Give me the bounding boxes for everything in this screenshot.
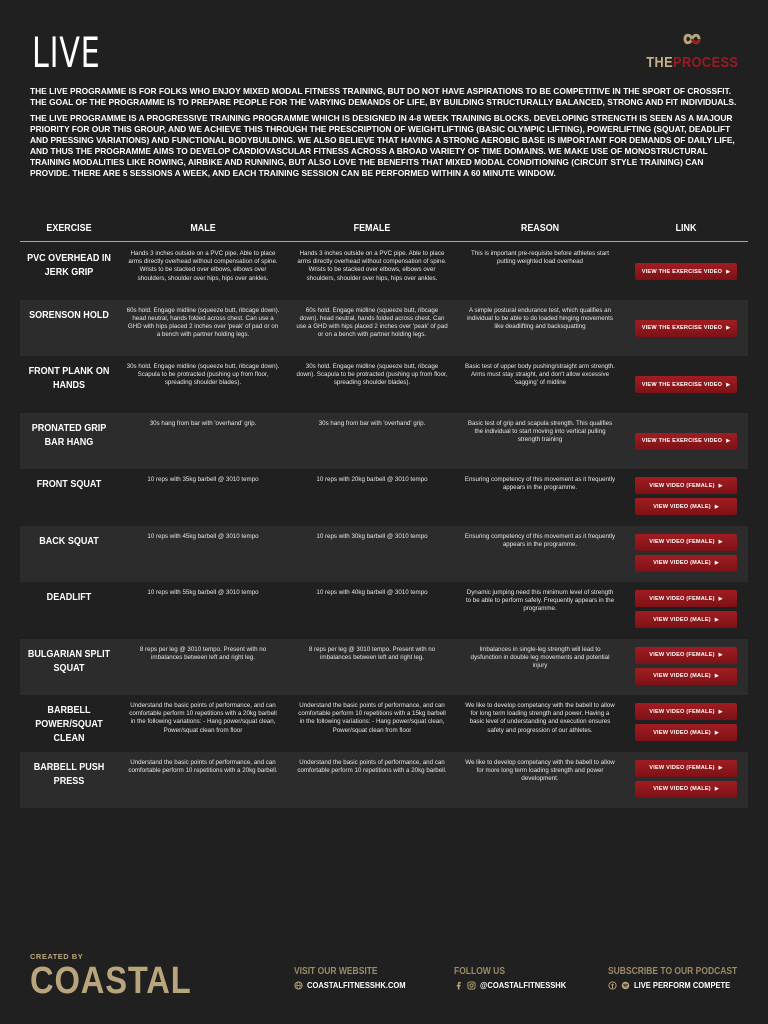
video-link-button[interactable] xyxy=(635,611,737,628)
video-link-button[interactable] xyxy=(635,263,737,280)
intro-paragraph: THE LIVE PROGRAMME IS A PROGRESSIVE TRAINING PROGRAMME WHICH IS DESIGNED IN 4-8 WEEK TRAINING BLOCKS. DEVELOPING STRENGTH IS SEEN AS A MAJOUR PRIORITY FOR OUR THIS GROUP, AND WE ACHIEVE THIS THROUGH THE PRESCRIPTION OF WEIGHTLIFTING (BASIC OLYMPIC LIFTING), POWERLIFTING (SQUAT, DEADLIFT AND PRESSING VARIATIONS) AND FUNCTIONAL BODYBUILDING. WE ALSO BELIEVE THAT HAVING A STRONG AEROBIC BASE IS IMPORTANT FOR DEMANDS OF DAILY LIFE, AND THUS THE PROGRAMME AIMS TO DEVELOP CARDIOVASCULAR FITNESS ACROSS A BROAD VARIETY OF TIME DOMAINS. WE MAKE USE OF MONOSTRUCTURAL TRAINING MODALITIES LIKE ROWING, AIRBIKE AND RUNNING, BUT ALSO LOVE THE BENEFITS THAT MIXED MODAL CONDITIONING (CIRCUIT STYLE TRAINING) CAN PROVIDE. THERE ARE 5 SESSIONS A WEEK, AND EACH TRAINING SESSION CAN BE PERFORMED WITHIN A 60 MINUTE WINDOW. xyxy=(30,113,735,178)
brand-wordmark: THEPROCESS xyxy=(645,54,738,71)
reason-text: Basic test of upper body pushing/straight arm strength. Arms must stay straight, and don't allow excessive 'sagging' of midline xyxy=(465,363,615,387)
female-standard: 10 reps with 20kg barbell @ 3010 tempo xyxy=(316,476,428,483)
intro-paragraph: THE LIVE PROGRAMME IS FOR FOLKS WHO ENJOY MIXED MODAL FITNESS TRAINING, BUT DO NOT HAVE ASPIRATIONS TO BE COMPETITIVE IN THE SPORT OF CROSSFIT. THE GOAL OF THE PROGRAMME IS TO PREPARE PEOPLE FOR THE VARYING DEMANDS OF LIFE, BY BUILDING STRUCTURALLY BALANCED, STRONG AND FIT INDIVIDUALS. xyxy=(30,86,737,107)
apple-podcasts-icon[interactable] xyxy=(608,981,617,990)
female-standard: Hands 3 inches outside on a PVC pipe. Able to place arms directly overhead without compensation of spine. Wrists to be stacked over elbows, elbows over shoulders, shoulder over hips, hips over ankles. xyxy=(297,250,447,282)
reason-text: Dynamic jumping need this minimum level of strength to be able to perform safely. Frequently appears in the programme. xyxy=(465,589,615,613)
video-link-label: VIEW VIDEO (MALE) xyxy=(653,673,711,679)
exercise-name: FRONT PLANK ON HANDS xyxy=(28,365,110,391)
coastal-logo: COASTAL xyxy=(30,960,192,1002)
link-cell xyxy=(624,475,748,526)
play-arrow-icon: ▶ xyxy=(726,438,731,444)
table-row xyxy=(20,243,748,300)
video-link-label: VIEW VIDEO (MALE) xyxy=(653,616,711,623)
link-cell xyxy=(624,419,748,470)
video-link-button[interactable] xyxy=(635,498,737,515)
video-link-button[interactable] xyxy=(635,724,737,741)
podcast-label: SUBSCRIBE TO OUR PODCAST xyxy=(608,966,738,977)
female-standard: Understand the basic points of performance, and can comfortable perform 10 repetitions with a 20kg barbell. xyxy=(297,758,447,774)
male-standard: 8 reps per leg @ 3010 tempo. Present with no imbalances between left and right leg. xyxy=(139,645,267,661)
video-link-button[interactable] xyxy=(635,760,737,777)
play-arrow-icon: ▶ xyxy=(714,503,719,510)
exercise-name: BULGARIAN SPLIT SQUAT xyxy=(27,647,111,674)
link-cell xyxy=(624,362,748,413)
exercise-cell xyxy=(20,588,118,639)
play-arrow-icon: ▶ xyxy=(718,482,723,489)
male-standard: 30s hold. Engage midline (squeeze butt, ribcage down). Scapula to be protracted (pushing up from floor, spreading shoulder blades). xyxy=(126,363,280,387)
exercise-cell xyxy=(20,249,118,300)
reason-text: We like to develop competancy with the babell to allow for long term loading strength and power. Having a basic level of understanding and execution ensures safety and progression of our athletes. xyxy=(465,702,615,734)
male-standard: Understand the basic points of performance, and can comfortable perform 10 repetitions with a 20kg barbell. xyxy=(128,758,278,774)
follow-handle-link[interactable]: @COASTALFITNESSHK xyxy=(480,980,567,990)
reason-text: Ensuring competency of this movement as it frequently appears in the programme. xyxy=(464,532,616,548)
table-row xyxy=(20,582,748,639)
reason-text: Imbalances in single-leg strength will lead to dysfunction in double leg movements and potential injury xyxy=(470,645,610,669)
podcast-block xyxy=(608,966,760,990)
table-row xyxy=(20,413,748,470)
video-link-label: VIEW VIDEO (FEMALE) xyxy=(649,539,715,545)
exercise-name: BACK SQUAT xyxy=(39,534,99,547)
male-standard: 10 reps with 55kg barbell @ 3010 tempo xyxy=(147,589,259,596)
video-link-label: VIEW VIDEO (MALE) xyxy=(653,729,711,736)
video-link-button[interactable] xyxy=(635,647,737,664)
link-cell xyxy=(624,701,748,752)
video-link-button[interactable] xyxy=(635,781,737,798)
video-link-button[interactable] xyxy=(635,320,737,337)
table-row xyxy=(20,526,748,583)
play-arrow-icon: ▶ xyxy=(718,765,723,771)
exercise-cell xyxy=(20,475,118,526)
play-arrow-icon: ▶ xyxy=(726,268,731,275)
video-link-label: VIEW THE EXERCISE VIDEO xyxy=(641,268,723,275)
female-standard: Understand the basic points of performance, and can comfortable perform 10 repetitions with a 15kg barbell in the following variations: - Hang power/squat clean, Power/squat clean from floor xyxy=(298,702,446,734)
exercise-cell xyxy=(20,306,118,357)
website-link[interactable]: COASTALFITNESSHK.COM xyxy=(307,980,406,990)
video-link-label: VIEW THE EXERCISE VIDEO xyxy=(641,325,723,331)
play-arrow-icon: ▶ xyxy=(718,595,723,602)
play-arrow-icon: ▶ xyxy=(718,708,723,715)
video-link-button[interactable] xyxy=(635,590,737,607)
play-arrow-icon: ▶ xyxy=(726,381,731,388)
exercise-cell xyxy=(20,645,118,696)
link-cell xyxy=(624,645,748,696)
follow-label: FOLLOW US xyxy=(454,966,505,977)
table-header xyxy=(20,214,748,242)
exercise-name: BARBELL PUSH PRESS xyxy=(33,760,105,787)
table-row xyxy=(20,695,748,752)
table-body xyxy=(20,243,748,808)
video-link-label: VIEW VIDEO (FEMALE) xyxy=(649,595,715,602)
reason-text: Ensuring competency of this movement as it frequently appears in the programme. xyxy=(464,476,616,492)
page-title: LIVE xyxy=(32,28,101,77)
link-cell xyxy=(624,306,748,357)
website-label: VISIT OUR WEBSITE xyxy=(294,966,378,977)
link-cell xyxy=(624,758,748,809)
exercise-cell xyxy=(20,362,118,413)
exercise-name: DEADLIFT xyxy=(46,591,92,603)
video-link-button[interactable] xyxy=(635,668,737,685)
follow-block xyxy=(454,966,578,990)
table-row xyxy=(20,300,748,357)
exercise-cell xyxy=(20,419,118,470)
female-standard: 10 reps with 40kg barbell @ 3010 tempo xyxy=(316,589,428,596)
male-standard: 10 reps with 45kg barbell @ 3010 tempo xyxy=(147,532,259,540)
video-link-label: VIEW THE EXERCISE VIDEO xyxy=(641,438,723,444)
male-standard: Understand the basic points of performance, and can comfortable perform 10 repetitions with a 20kg barbell in the following variations: - Hang power/squat clean, Power/squat clean from floor xyxy=(129,702,277,734)
female-standard: 60s hold. Engage midline (squeeze butt, ribcage down). head neutral, hands folded across chest. Can use a GHD with hips placed 2 inches over 'peak' of pad or on a bench with partner holding legs. xyxy=(296,306,448,339)
play-arrow-icon: ▶ xyxy=(726,325,731,331)
video-link-label: VIEW VIDEO (MALE) xyxy=(653,786,711,792)
male-standard: 30s hang from bar with 'overhand' grip. xyxy=(149,419,257,427)
video-link-button[interactable] xyxy=(635,534,737,551)
video-link-label: VIEW VIDEO (FEMALE) xyxy=(649,482,715,489)
brand-logo xyxy=(646,30,738,72)
play-arrow-icon: ▶ xyxy=(718,539,723,545)
male-standard: 10 reps with 35kg barbell @ 3010 tempo xyxy=(147,476,259,483)
video-link-button[interactable] xyxy=(635,433,737,450)
play-arrow-icon: ▶ xyxy=(714,616,719,623)
video-link-button[interactable] xyxy=(635,376,737,393)
video-link-label: VIEW VIDEO (MALE) xyxy=(653,560,711,566)
video-link-button[interactable] xyxy=(635,703,737,720)
play-arrow-icon: ▶ xyxy=(718,652,723,658)
header-male: MALE xyxy=(190,221,216,234)
podcast-link[interactable]: LIVE PERFORM COMPETE xyxy=(634,980,731,990)
link-cell xyxy=(624,588,748,639)
video-link-label: VIEW VIDEO (FEMALE) xyxy=(649,652,715,658)
video-link-button[interactable] xyxy=(635,477,737,494)
reason-text: This is important pre-requisite before athletes start putting weighted load overhead xyxy=(471,250,609,266)
table-row xyxy=(20,752,748,809)
table-row xyxy=(20,639,748,696)
exercise-cell xyxy=(20,532,118,583)
exercise-name: BARBELL POWER/SQUAT CLEAN xyxy=(35,704,103,744)
header-reason: REASON xyxy=(520,221,560,234)
reason-text: Basic test of grip and scapula strength. This qualifies the individual to start moving into vertical pulling strength training xyxy=(467,419,613,443)
video-link-label: VIEW VIDEO (FEMALE) xyxy=(649,708,715,715)
exercise-cell xyxy=(20,758,118,809)
header-exercise: EXERCISE xyxy=(46,221,92,234)
male-standard: 60s hold. Engage midline (squeeze butt, ribcage down). head neutral, hands folded across chest. Can use a GHD with hips placed 2 inches over 'peak' of pad or on a bench with partner holding legs. xyxy=(126,306,280,339)
exercise-name: PRONATED GRIP BAR HANG xyxy=(31,421,107,448)
instagram-icon[interactable] xyxy=(467,981,476,990)
exercise-table xyxy=(20,214,748,808)
spotify-icon[interactable] xyxy=(621,981,630,990)
male-standard: Hands 3 inches outside on a PVC pipe. Able to place arms directly overhead without compensation of spine. Wrists to be stacked over elbows, elbows over shoulders, shoulder over hips, hips over ankles. xyxy=(128,250,278,282)
link-cell xyxy=(624,532,748,583)
header-link: LINK xyxy=(675,221,697,234)
facebook-icon[interactable] xyxy=(454,981,463,990)
created-by-label: CREATED BY xyxy=(30,952,84,961)
play-arrow-icon: ▶ xyxy=(714,560,719,566)
female-standard: 30s hold. Engage midline (squeeze butt, ribcage down). Scapula to be protracted (pushing up from floor, spreading shoulder blades). xyxy=(296,363,448,387)
exercise-cell xyxy=(20,701,118,752)
table-row xyxy=(20,356,748,413)
play-arrow-icon: ▶ xyxy=(714,729,719,736)
female-standard: 10 reps with 30kg barbell @ 3010 tempo xyxy=(316,532,428,540)
female-standard: 30s hang from bar with 'overhand' grip. xyxy=(318,419,426,427)
link-cell xyxy=(624,249,748,300)
header-female: FEMALE xyxy=(353,221,391,234)
footer xyxy=(0,948,768,1024)
website-block xyxy=(294,966,419,990)
reason-text: We like to develop competancy with the babell to allow for more long term loading strength and power development. xyxy=(465,758,615,782)
play-arrow-icon: ▶ xyxy=(714,786,719,792)
video-link-label: VIEW THE EXERCISE VIDEO xyxy=(641,381,723,388)
exercise-name: FRONT SQUAT xyxy=(36,478,102,490)
play-arrow-icon: ▶ xyxy=(714,673,719,679)
video-link-button[interactable] xyxy=(635,555,737,572)
video-link-label: VIEW VIDEO (FEMALE) xyxy=(649,765,715,771)
video-link-label: VIEW VIDEO (MALE) xyxy=(653,503,711,510)
globe-icon xyxy=(294,981,303,990)
exercise-name: PVC OVERHEAD IN JERK GRIP xyxy=(27,252,111,278)
female-standard: 8 reps per leg @ 3010 tempo. Present with no imbalances between left and right leg. xyxy=(308,645,436,661)
intro-text xyxy=(30,86,742,184)
reason-text: A simple postural endurance test, which qualifies an individual to be able to do loaded hinging movements like deadlifting and backsquatting xyxy=(467,306,613,330)
exercise-name: SORENSON HOLD xyxy=(29,308,109,321)
infinity-icon xyxy=(678,30,706,48)
table-row xyxy=(20,469,748,526)
